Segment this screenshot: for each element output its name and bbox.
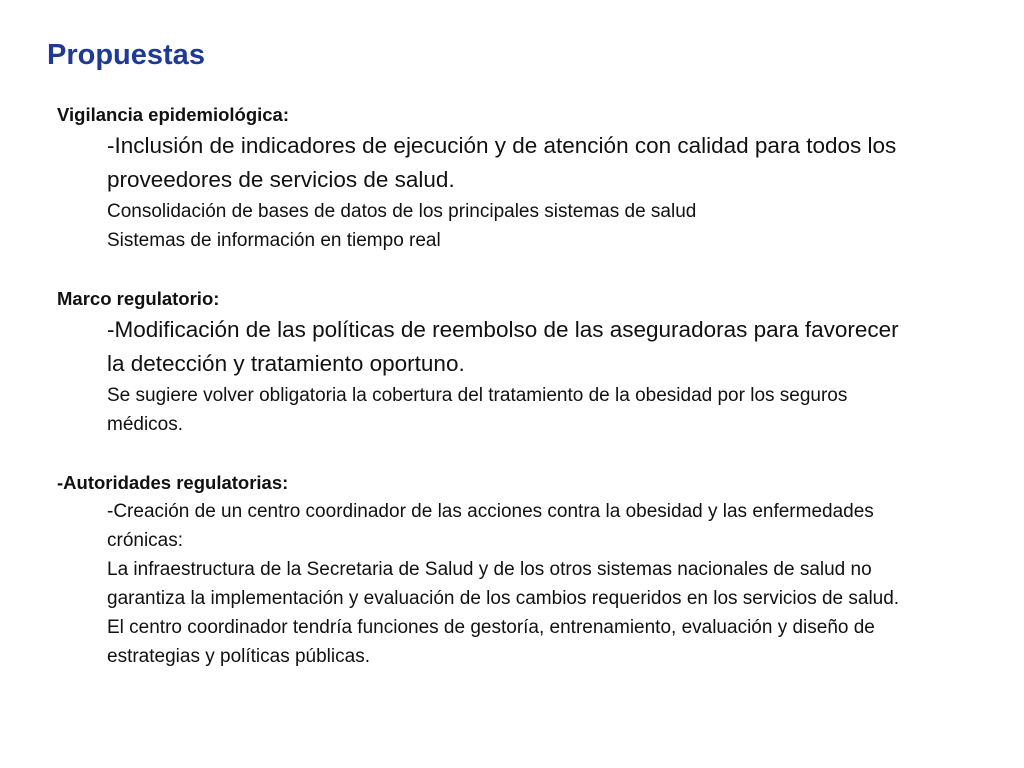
section-minor-point: Consolidación de bases de datos de los principales sistemas de salud	[107, 201, 697, 222]
section-major-point: -Inclusión de indicadores de ejecución y de atención con calidad para todos los proveedores de servicios de salud.	[107, 133, 897, 192]
section-heading: -Autoridades regulatorias:	[57, 472, 289, 493]
spacer	[57, 439, 917, 468]
section-heading: Marco regulatorio:	[57, 288, 220, 309]
section-marco-regulatorio	[57, 284, 917, 439]
section-minor-point: Sistemas de información en tiempo real	[107, 230, 441, 251]
slide-content	[57, 100, 917, 671]
section-autoridades	[57, 468, 917, 671]
spacer	[57, 255, 917, 284]
section-minor-point: La infraestructura de la Secretaria de Salud y de los otros sistemas nacionales de salud no garantiza la implementación y evaluación de los cambios requeridos en los servicios de salud. El centro coordinador tendría funciones de gestoría, entrenamiento, evaluación y diseño de estrategias y políticas públicas.	[107, 559, 900, 667]
section-minor-point: Se sugiere volver obligatoria la cobertura del tratamiento de la obesidad por los seguros médicos.	[107, 385, 848, 435]
section-vigilancia	[57, 100, 917, 255]
slide-title: Propuestas	[47, 39, 205, 71]
section-heading: Vigilancia epidemiológica:	[57, 104, 289, 125]
section-minor-point: -Creación de un centro coordinador de las acciones contra la obesidad y las enfermedades crónicas:	[107, 501, 874, 551]
section-major-point: -Modificación de las políticas de reembolso de las aseguradoras para favorecer la detección y tratamiento oportuno.	[107, 317, 899, 376]
